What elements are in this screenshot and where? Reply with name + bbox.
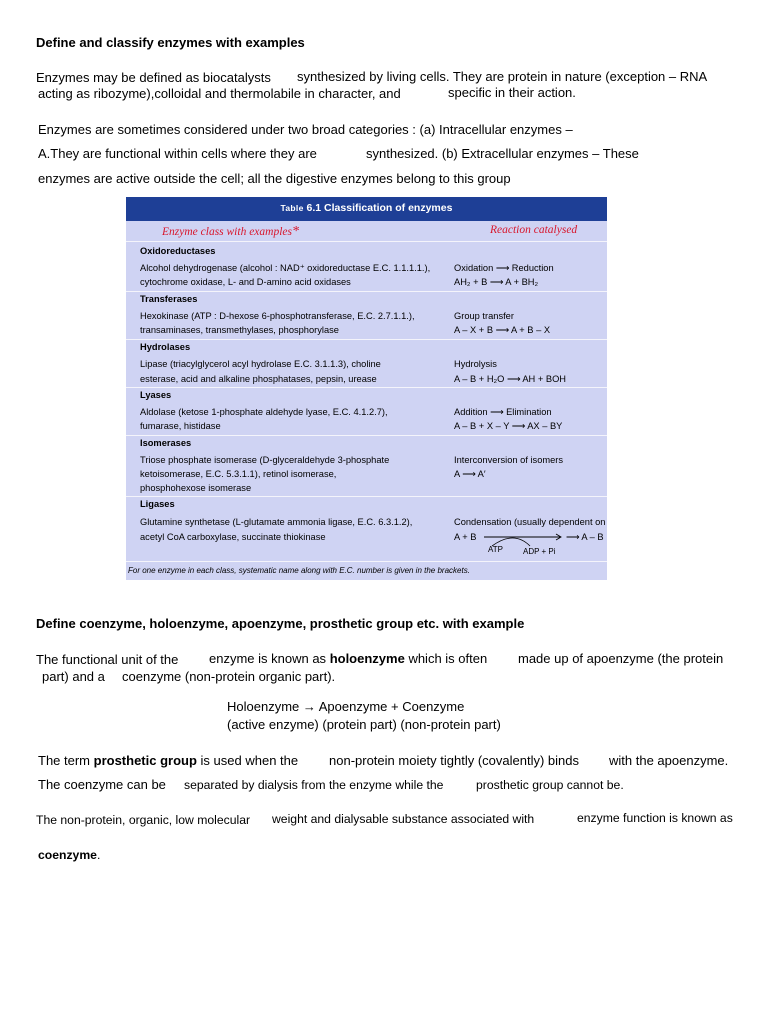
paragraph-text: coenzyme (non-protein organic part). xyxy=(122,669,336,684)
enzyme-example: acetyl CoA carboxylase, succinate thiokinase xyxy=(140,532,326,542)
paragraph-text: synthesized. (b) Extracellular enzymes – These xyxy=(366,146,639,161)
reaction-text: A – B + H₂O ⟶ AH + BOH xyxy=(454,374,567,384)
reaction-text: Addition ⟶ Elimination xyxy=(454,407,552,417)
adp-pi-label: ADP + Pi xyxy=(523,547,556,556)
enzyme-example: Alcohol dehydrogenase (alcohol : NAD⁺ oxidoreductase E.C. 1.1.1.1.), xyxy=(140,263,431,273)
table-column-header: Reaction catalysed xyxy=(490,224,578,236)
atp-label: ATP xyxy=(488,545,503,554)
reaction-text: Oxidation ⟶ Reduction xyxy=(454,263,554,273)
paragraph-text: synthesized by living cells. They are protein in nature (exception – RNA xyxy=(297,69,708,84)
paragraph-text: made up of apoenzyme (the protein xyxy=(518,651,724,666)
table-column-header: Enzyme class with examples* xyxy=(162,224,299,239)
holoenzyme-equation-labels: (active enzyme) (protein part) (non-protein part) xyxy=(227,717,501,732)
reaction-text: Condensation (usually dependent on xyxy=(454,517,606,527)
reaction-text: A – X + B ⟶ A + B – X xyxy=(454,325,551,335)
table-divider xyxy=(126,387,607,388)
enzyme-class-name: Transferases xyxy=(140,294,198,304)
paragraph-text: enzyme function is known as xyxy=(577,811,733,825)
paragraph-text: with the apoenzyme. xyxy=(609,753,729,768)
enzyme-example: transaminases, transmethylases, phosphorylase xyxy=(140,325,339,335)
enzyme-example: Glutamine synthetase (L-glutamate ammonia ligase, E.C. 6.3.1.2), xyxy=(140,517,413,527)
paragraph-text: separated by dialysis from the enzyme while the xyxy=(184,778,444,792)
paragraph-text: The coenzyme can be xyxy=(38,777,166,792)
paragraph-text: acting as ribozyme),colloidal and thermolabile in character, and xyxy=(38,86,401,101)
paragraph-text: Enzymes are sometimes considered under two broad categories : (a) Intracellular enzymes – xyxy=(38,122,573,137)
enzyme-example: fumarase, histidase xyxy=(140,421,221,431)
enzyme-class-name: Ligases xyxy=(140,499,175,509)
table-divider xyxy=(126,241,607,242)
holoenzyme-equation: Holoenzyme → Apoenzyme + Coenzyme xyxy=(227,699,465,714)
table-footnote: For one enzyme in each class, systematic name along with E.C. number is given in the brackets. xyxy=(128,566,470,575)
enzyme-example: esterase, acid and alkaline phosphatases, pepsin, urease xyxy=(140,374,377,384)
table-divider xyxy=(126,435,607,436)
reaction-text: A + B xyxy=(454,532,477,542)
reaction-text: Interconversion of isomers xyxy=(454,455,564,465)
enzyme-example: Hexokinase (ATP : D-hexose 6-phosphotransferase, E.C. 2.7.1.1.), xyxy=(140,311,415,321)
enzyme-example: Triose phosphate isomerase (D-glyceraldehyde 3-phosphate xyxy=(140,455,390,465)
paragraph-text: The non-protein, organic, low molecular xyxy=(36,813,251,827)
enzyme-example: phosphohexose isomerase xyxy=(140,483,252,493)
reaction-text: AH₂ + B ⟶ A + BH₂ xyxy=(454,277,539,287)
enzyme-class-name: Lyases xyxy=(140,390,172,400)
table-divider xyxy=(126,496,607,497)
table-divider xyxy=(126,291,607,292)
enzyme-classification-table xyxy=(126,197,607,580)
enzyme-class-name: Oxidoreductases xyxy=(140,246,216,256)
enzyme-example: Aldolase (ketose 1-phosphate aldehyde lyase, E.C. 4.1.2.7), xyxy=(140,407,388,417)
reaction-text: ⟶ A – B xyxy=(566,532,604,542)
heading-define-coenzyme: Define coenzyme, holoenzyme, apoenzyme, prosthetic group etc. with example xyxy=(36,616,525,631)
enzyme-example: ketoisomerase, E.C. 5.3.1.1), retinol isomerase, xyxy=(140,469,337,479)
paragraph-text: prosthetic group cannot be. xyxy=(476,778,624,792)
paragraph-text: enzyme is known as holoenzyme which is often xyxy=(209,651,488,666)
paragraph-text: part) and a xyxy=(42,669,105,684)
table-title: Table 6.1 Classification of enzymes xyxy=(126,197,607,221)
enzyme-class-name: Hydrolases xyxy=(140,342,191,352)
paragraph-text: coenzyme. xyxy=(38,848,101,862)
enzyme-example: cytochrome oxidase, L- and D-amino acid oxidases xyxy=(140,277,351,287)
reaction-text: A – B + X – Y ⟶ AX – BY xyxy=(454,421,563,431)
table-divider xyxy=(126,339,607,340)
table-divider xyxy=(126,561,607,562)
paragraph-text: non-protein moiety tightly (covalently) binds xyxy=(329,753,580,768)
paragraph-text: enzymes are active outside the cell; all the digestive enzymes belong to this group xyxy=(38,171,511,186)
paragraph-text: A.They are functional within cells where they are xyxy=(38,146,317,161)
enzyme-class-name: Isomerases xyxy=(140,438,192,448)
paragraph-text: The functional unit of the xyxy=(36,652,179,667)
paragraph-text: Enzymes may be defined as biocatalysts xyxy=(36,70,271,85)
paragraph-text: weight and dialysable substance associated with xyxy=(272,812,535,826)
heading-define-classify: Define and classify enzymes with examples xyxy=(36,35,305,50)
paragraph-text: The term prosthetic group is used when the xyxy=(38,753,299,768)
reaction-text: Hydrolysis xyxy=(454,359,497,369)
reaction-text: Group transfer xyxy=(454,311,514,321)
paragraph-text: specific in their action. xyxy=(448,85,576,100)
reaction-text: A ⟶ A′ xyxy=(454,469,486,479)
enzyme-example: Lipase (triacylglycerol acyl hydrolase E.C. 3.1.1.3), choline xyxy=(140,359,381,369)
